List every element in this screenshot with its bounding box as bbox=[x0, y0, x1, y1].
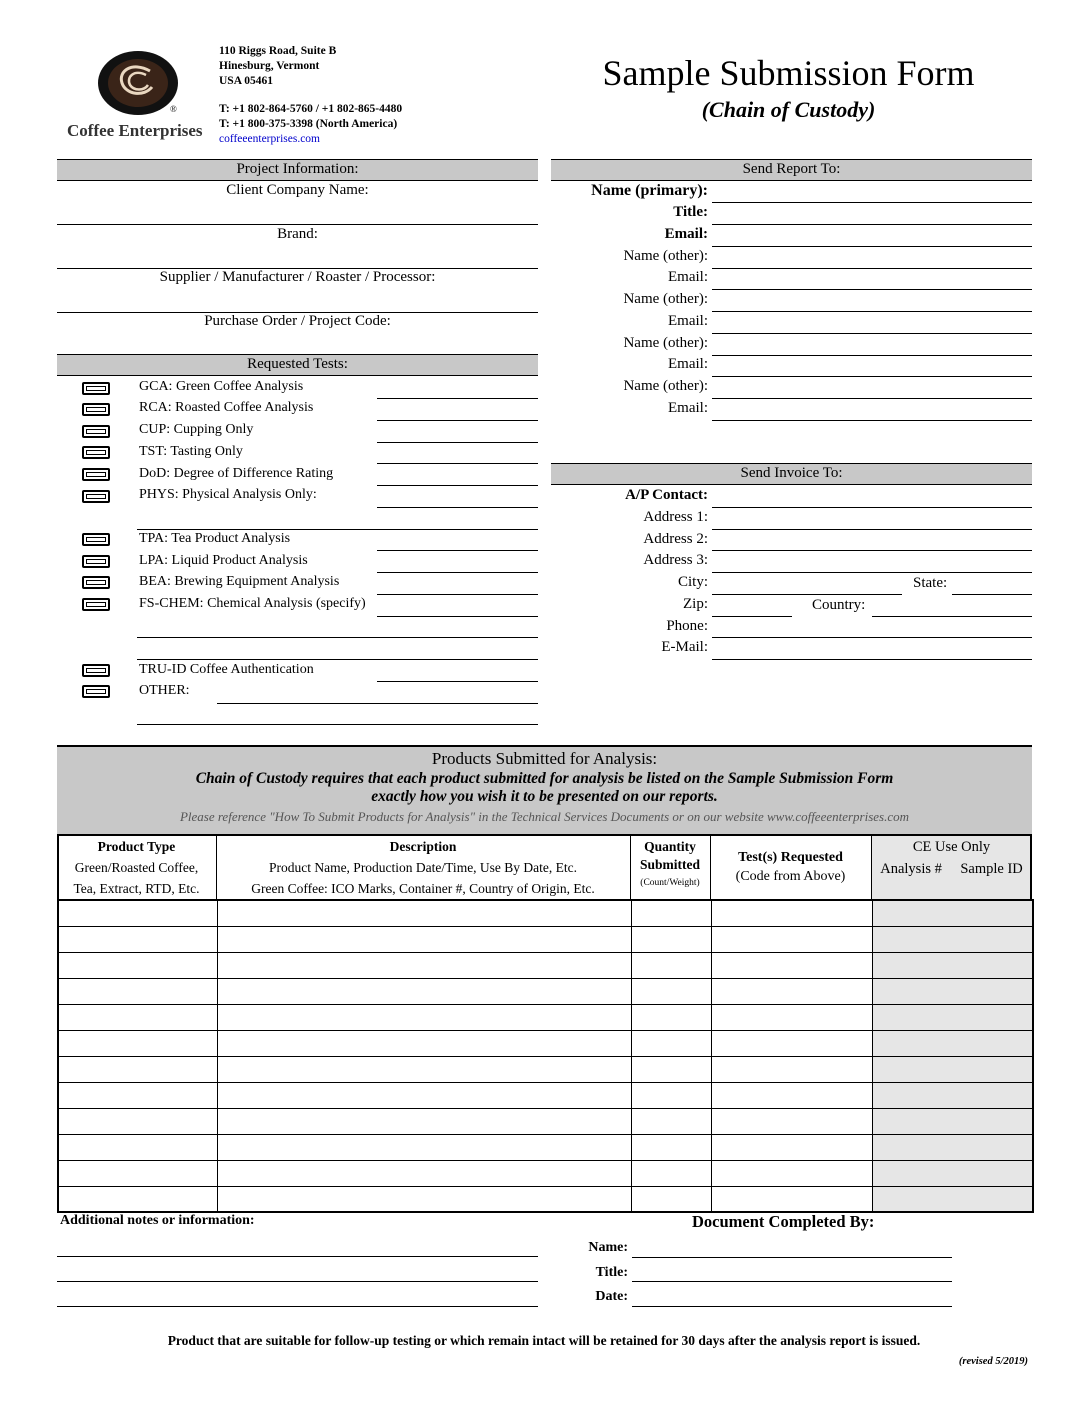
rca-line[interactable] bbox=[377, 420, 538, 421]
registered-mark: ® bbox=[170, 104, 177, 114]
quantity-cell[interactable] bbox=[631, 1004, 711, 1030]
address-line: 110 Riggs Road, Suite B bbox=[219, 45, 337, 57]
product-type-cell[interactable] bbox=[58, 1056, 217, 1082]
other-label: OTHER: bbox=[139, 683, 190, 698]
ce-use-cell bbox=[872, 1056, 1033, 1082]
tests-requested-cell[interactable] bbox=[711, 1030, 872, 1056]
company-name: Coffee Enterprises bbox=[67, 121, 203, 140]
ce-use-cell bbox=[872, 926, 1033, 952]
report-name-primary-label: Name (primary): bbox=[591, 182, 708, 199]
description-sub: Product Name, Production Date/Time, Use By Date, Etc. bbox=[268, 860, 578, 875]
truid-checkbox[interactable] bbox=[82, 664, 110, 677]
report-name-other-3-label: Name (other): bbox=[623, 335, 708, 351]
description-cell[interactable] bbox=[217, 1056, 631, 1082]
revision-note: (revised 5/2019) bbox=[958, 1356, 1028, 1367]
description-cell[interactable] bbox=[217, 1030, 631, 1056]
product-type-cell[interactable] bbox=[58, 900, 217, 926]
quantity-cell[interactable] bbox=[631, 1108, 711, 1134]
send-report-header: Send Report To: bbox=[551, 159, 1032, 181]
quantity-title: Quantity bbox=[644, 839, 696, 854]
tpa-label: TPA: Tea Product Analysis bbox=[139, 531, 291, 546]
quantity-header bbox=[630, 838, 710, 892]
additional-notes-label: Additional notes or information: bbox=[60, 1213, 255, 1228]
description-cell[interactable] bbox=[217, 1082, 631, 1108]
table-row bbox=[58, 1030, 1033, 1056]
state-label: State: bbox=[913, 575, 948, 591]
tests-requested-sub: (Code from Above) bbox=[735, 869, 846, 884]
ce-use-cell bbox=[872, 1030, 1033, 1056]
report-email-label: Email: bbox=[664, 226, 708, 242]
quantity-cell[interactable] bbox=[631, 1160, 711, 1186]
ce-use-cell bbox=[872, 900, 1033, 926]
table-row bbox=[58, 1056, 1033, 1082]
tests-requested-title: Test(s) Requested bbox=[738, 850, 843, 865]
quantity-cell[interactable] bbox=[631, 900, 711, 926]
country-field[interactable] bbox=[872, 616, 1032, 617]
invoice-email-field[interactable] bbox=[712, 659, 1032, 660]
project-info-header: Project Information: bbox=[57, 159, 538, 181]
product-type-cell[interactable] bbox=[58, 1082, 217, 1108]
report-name-other-2-label: Name (other): bbox=[623, 291, 708, 307]
phone-field[interactable] bbox=[712, 637, 1032, 638]
gca-line[interactable] bbox=[377, 398, 538, 399]
table-row bbox=[58, 926, 1033, 952]
ce-use-cell bbox=[872, 1186, 1033, 1212]
table-row bbox=[58, 1082, 1033, 1108]
send-invoice-header: Send Invoice To: bbox=[551, 463, 1032, 485]
product-type-header bbox=[57, 836, 216, 899]
requested-tests-header: Requested Tests: bbox=[57, 354, 538, 376]
ce-use-title: CE Use Only bbox=[912, 839, 991, 855]
report-email-other-2-field[interactable] bbox=[712, 333, 1032, 334]
cup-label: CUP: Cupping Only bbox=[139, 422, 254, 437]
other-line[interactable] bbox=[217, 703, 538, 704]
products-reference: Please reference "How To Submit Products for Analysis" in the Technical Services Documents or on our website www.coffeeenterprises.com bbox=[179, 809, 910, 824]
address2-field[interactable] bbox=[712, 550, 1032, 551]
zip-field[interactable] bbox=[712, 616, 792, 617]
bea-label: BEA: Brewing Equipment Analysis bbox=[139, 574, 340, 589]
report-email-other-3-field[interactable] bbox=[712, 376, 1032, 377]
tests-requested-cell[interactable] bbox=[711, 926, 872, 952]
phys-line-2[interactable] bbox=[137, 529, 538, 530]
product-type-cell[interactable] bbox=[58, 1160, 217, 1186]
ce-use-cell bbox=[872, 1108, 1033, 1134]
fschem-line[interactable] bbox=[377, 616, 538, 617]
ce-use-cell bbox=[872, 978, 1033, 1004]
address2-label: Address 2: bbox=[643, 531, 708, 547]
report-name-other-1-label: Name (other): bbox=[623, 248, 708, 264]
truid-line[interactable] bbox=[377, 681, 538, 682]
address3-field[interactable] bbox=[712, 572, 1032, 573]
tpa-line[interactable] bbox=[377, 550, 538, 551]
ce-use-cell bbox=[872, 1160, 1033, 1186]
product-type-cell[interactable] bbox=[58, 1108, 217, 1134]
client-company-field[interactable] bbox=[57, 224, 538, 225]
document-completed-header: Document Completed By: bbox=[692, 1212, 875, 1231]
tests-requested-header bbox=[710, 848, 871, 886]
ce-use-header bbox=[871, 836, 1032, 880]
ap-contact-label: A/P Contact: bbox=[625, 487, 708, 503]
report-name-other-2-field[interactable] bbox=[712, 311, 1032, 312]
report-email-other-4-label: Email: bbox=[668, 400, 708, 416]
description-cell[interactable] bbox=[217, 1108, 631, 1134]
truid-label: TRU-ID Coffee Authentication bbox=[139, 662, 314, 677]
dod-line[interactable] bbox=[377, 485, 538, 486]
tests-requested-cell[interactable] bbox=[711, 1134, 872, 1160]
report-email-other-4-field[interactable] bbox=[712, 420, 1032, 421]
completed-date-label: Date: bbox=[595, 1289, 628, 1304]
supplier-label: Supplier / Manufacturer / Roaster / Processor: bbox=[159, 269, 436, 285]
phys-checkbox[interactable] bbox=[82, 490, 110, 503]
notes-line-2[interactable] bbox=[57, 1281, 538, 1282]
products-note-2: exactly how you wish it to be presented on our reports. bbox=[371, 788, 718, 805]
tests-requested-cell[interactable] bbox=[711, 1082, 872, 1108]
notes-line-3[interactable] bbox=[57, 1306, 538, 1307]
zip-label: Zip: bbox=[683, 596, 708, 612]
report-name-other-3-field[interactable] bbox=[712, 355, 1032, 356]
product-type-cell[interactable] bbox=[58, 926, 217, 952]
quantity-cell[interactable] bbox=[631, 978, 711, 1004]
retention-notice: Product that are suitable for follow-up testing or which remain intact will be retained for 30 days after the analysis report is issued. bbox=[167, 1333, 921, 1348]
ce-subheaders bbox=[871, 858, 1032, 880]
table-row bbox=[58, 900, 1033, 926]
dod-checkbox[interactable] bbox=[82, 468, 110, 481]
table-row bbox=[58, 1160, 1033, 1186]
invoice-email-label: E-Mail: bbox=[661, 639, 708, 655]
products-table bbox=[57, 899, 1034, 1213]
ce-analysis-label: Analysis # bbox=[880, 861, 942, 877]
product-type-cell[interactable] bbox=[58, 1030, 217, 1056]
description-cell[interactable] bbox=[217, 1134, 631, 1160]
report-title-field[interactable] bbox=[712, 224, 1032, 225]
tests-requested-cell[interactable] bbox=[711, 1056, 872, 1082]
phys-label: PHYS: Physical Analysis Only: bbox=[139, 487, 317, 502]
product-type-cell[interactable] bbox=[58, 1186, 217, 1212]
phone-label: Phone: bbox=[666, 618, 708, 634]
rca-label: RCA: Roasted Coffee Analysis bbox=[139, 400, 314, 415]
phone-line: T: +1 802-864-5760 / +1 802-865-4480 bbox=[219, 103, 403, 115]
tests-requested-cell[interactable] bbox=[711, 952, 872, 978]
description-cell[interactable] bbox=[217, 978, 631, 1004]
address1-label: Address 1: bbox=[643, 509, 708, 525]
table-row bbox=[58, 1134, 1033, 1160]
fschem-label: FS-CHEM: Chemical Analysis (specify) bbox=[139, 596, 366, 611]
product-type-sub: Tea, Extract, RTD, Etc. bbox=[73, 881, 200, 896]
product-type-cell[interactable] bbox=[58, 952, 217, 978]
cup-line[interactable] bbox=[377, 442, 538, 443]
tests-requested-cell[interactable] bbox=[711, 1160, 872, 1186]
report-email-other-1-label: Email: bbox=[668, 269, 708, 285]
form-title: Sample Submission Form bbox=[602, 53, 975, 93]
other-line-2[interactable] bbox=[137, 724, 538, 725]
form-subtitle: (Chain of Custody) bbox=[701, 97, 876, 122]
quantity-cell[interactable] bbox=[631, 1082, 711, 1108]
description-cell[interactable] bbox=[217, 1186, 631, 1212]
table-row bbox=[58, 1004, 1033, 1030]
ap-contact-field[interactable] bbox=[712, 507, 1032, 508]
quantity-cell[interactable] bbox=[631, 952, 711, 978]
tst-checkbox[interactable] bbox=[82, 446, 110, 459]
city-field[interactable] bbox=[712, 594, 902, 595]
report-name-primary-field[interactable] bbox=[712, 202, 1032, 203]
product-type-cell[interactable] bbox=[58, 978, 217, 1004]
brand-label: Brand: bbox=[277, 226, 318, 242]
description-title: Description bbox=[389, 839, 457, 854]
products-banner bbox=[57, 745, 1032, 834]
report-name-other-1-field[interactable] bbox=[712, 268, 1032, 269]
po-label: Purchase Order / Project Code: bbox=[204, 313, 391, 329]
lpa-line[interactable] bbox=[377, 572, 538, 573]
tests-requested-cell[interactable] bbox=[711, 900, 872, 926]
address-line: Hinesburg, Vermont bbox=[219, 60, 320, 72]
product-type-title: Product Type bbox=[97, 839, 176, 854]
tests-requested-cell[interactable] bbox=[711, 978, 872, 1004]
tests-requested-cell[interactable] bbox=[711, 1004, 872, 1030]
ce-use-cell bbox=[872, 1134, 1033, 1160]
notes-line-1[interactable] bbox=[57, 1256, 538, 1257]
lpa-label: LPA: Liquid Product Analysis bbox=[139, 553, 308, 568]
table-row bbox=[58, 952, 1033, 978]
dod-label: DoD: Degree of Difference Rating bbox=[139, 466, 334, 481]
fschem-line-2[interactable] bbox=[137, 637, 538, 638]
products-note-1: Chain of Custody requires that each product submitted for analysis be listed on the Sample Submission Form bbox=[195, 770, 894, 787]
report-email-field[interactable] bbox=[712, 246, 1032, 247]
completed-name-field[interactable] bbox=[632, 1257, 952, 1258]
completed-name-label: Name: bbox=[588, 1240, 628, 1255]
report-email-other-3-label: Email: bbox=[668, 356, 708, 372]
completed-date-field[interactable] bbox=[632, 1306, 952, 1307]
tests-requested-cell[interactable] bbox=[711, 1108, 872, 1134]
report-name-other-4-field[interactable] bbox=[712, 398, 1032, 399]
product-type-sub: Green/Roasted Coffee, bbox=[74, 860, 199, 875]
rca-checkbox[interactable] bbox=[82, 403, 110, 416]
other-checkbox[interactable] bbox=[82, 685, 110, 698]
address1-field[interactable] bbox=[712, 529, 1032, 530]
quantity-cell[interactable] bbox=[631, 1030, 711, 1056]
phone-line: T: +1 800-375-3398 (North America) bbox=[219, 118, 398, 130]
phys-line[interactable] bbox=[377, 507, 538, 508]
table-row bbox=[58, 1108, 1033, 1134]
ce-use-cell bbox=[872, 1004, 1033, 1030]
products-title: Products Submitted for Analysis: bbox=[431, 749, 658, 768]
quantity-cell[interactable] bbox=[631, 1056, 711, 1082]
description-cell[interactable] bbox=[217, 1160, 631, 1186]
description-header bbox=[216, 836, 630, 899]
quantity-title: Submitted bbox=[639, 857, 700, 872]
description-cell[interactable] bbox=[217, 1004, 631, 1030]
product-type-cell[interactable] bbox=[58, 1134, 217, 1160]
state-field[interactable] bbox=[952, 594, 1032, 595]
completed-title-label: Title: bbox=[595, 1265, 628, 1280]
description-cell[interactable] bbox=[217, 952, 631, 978]
address3-label: Address 3: bbox=[643, 552, 708, 568]
gca-label: GCA: Green Coffee Analysis bbox=[139, 379, 304, 394]
report-email-other-1-field[interactable] bbox=[712, 289, 1032, 290]
fschem-line-3[interactable] bbox=[137, 659, 538, 660]
address-line: USA 05461 bbox=[219, 75, 273, 87]
product-type-cell[interactable] bbox=[58, 1004, 217, 1030]
description-sub: Green Coffee: ICO Marks, Container #, Country of Origin, Etc. bbox=[251, 881, 595, 896]
client-company-label: Client Company Name: bbox=[226, 182, 369, 198]
table-row bbox=[58, 1186, 1033, 1212]
ce-use-cell bbox=[872, 1082, 1033, 1108]
description-cell[interactable] bbox=[217, 900, 631, 926]
quantity-cell[interactable] bbox=[631, 926, 711, 952]
description-cell[interactable] bbox=[217, 926, 631, 952]
ce-use-cell bbox=[872, 952, 1033, 978]
report-title-label: Title: bbox=[673, 204, 708, 220]
country-label: Country: bbox=[812, 597, 866, 613]
company-address bbox=[219, 44, 402, 147]
city-label: City: bbox=[677, 574, 708, 590]
bea-line[interactable] bbox=[377, 594, 538, 595]
quantity-cell[interactable] bbox=[631, 1186, 711, 1212]
tst-line[interactable] bbox=[377, 463, 538, 464]
completed-title-field[interactable] bbox=[632, 1281, 952, 1282]
fschem-checkbox[interactable] bbox=[82, 598, 110, 611]
gca-checkbox[interactable] bbox=[82, 382, 110, 395]
ce-sample-label: Sample ID bbox=[960, 861, 1023, 877]
quantity-cell[interactable] bbox=[631, 1134, 711, 1160]
report-email-other-2-label: Email: bbox=[668, 313, 708, 329]
website-link[interactable]: coffeeenterprises.com bbox=[219, 133, 321, 145]
tests-requested-cell[interactable] bbox=[711, 1186, 872, 1212]
tst-label: TST: Tasting Only bbox=[139, 444, 243, 459]
bea-checkbox[interactable] bbox=[82, 576, 110, 589]
tpa-checkbox[interactable] bbox=[82, 533, 110, 546]
cup-checkbox[interactable] bbox=[82, 425, 110, 438]
lpa-checkbox[interactable] bbox=[82, 555, 110, 568]
table-row bbox=[58, 978, 1033, 1004]
report-name-other-4-label: Name (other): bbox=[623, 378, 708, 394]
quantity-sub: (Count/Weight) bbox=[640, 878, 700, 888]
